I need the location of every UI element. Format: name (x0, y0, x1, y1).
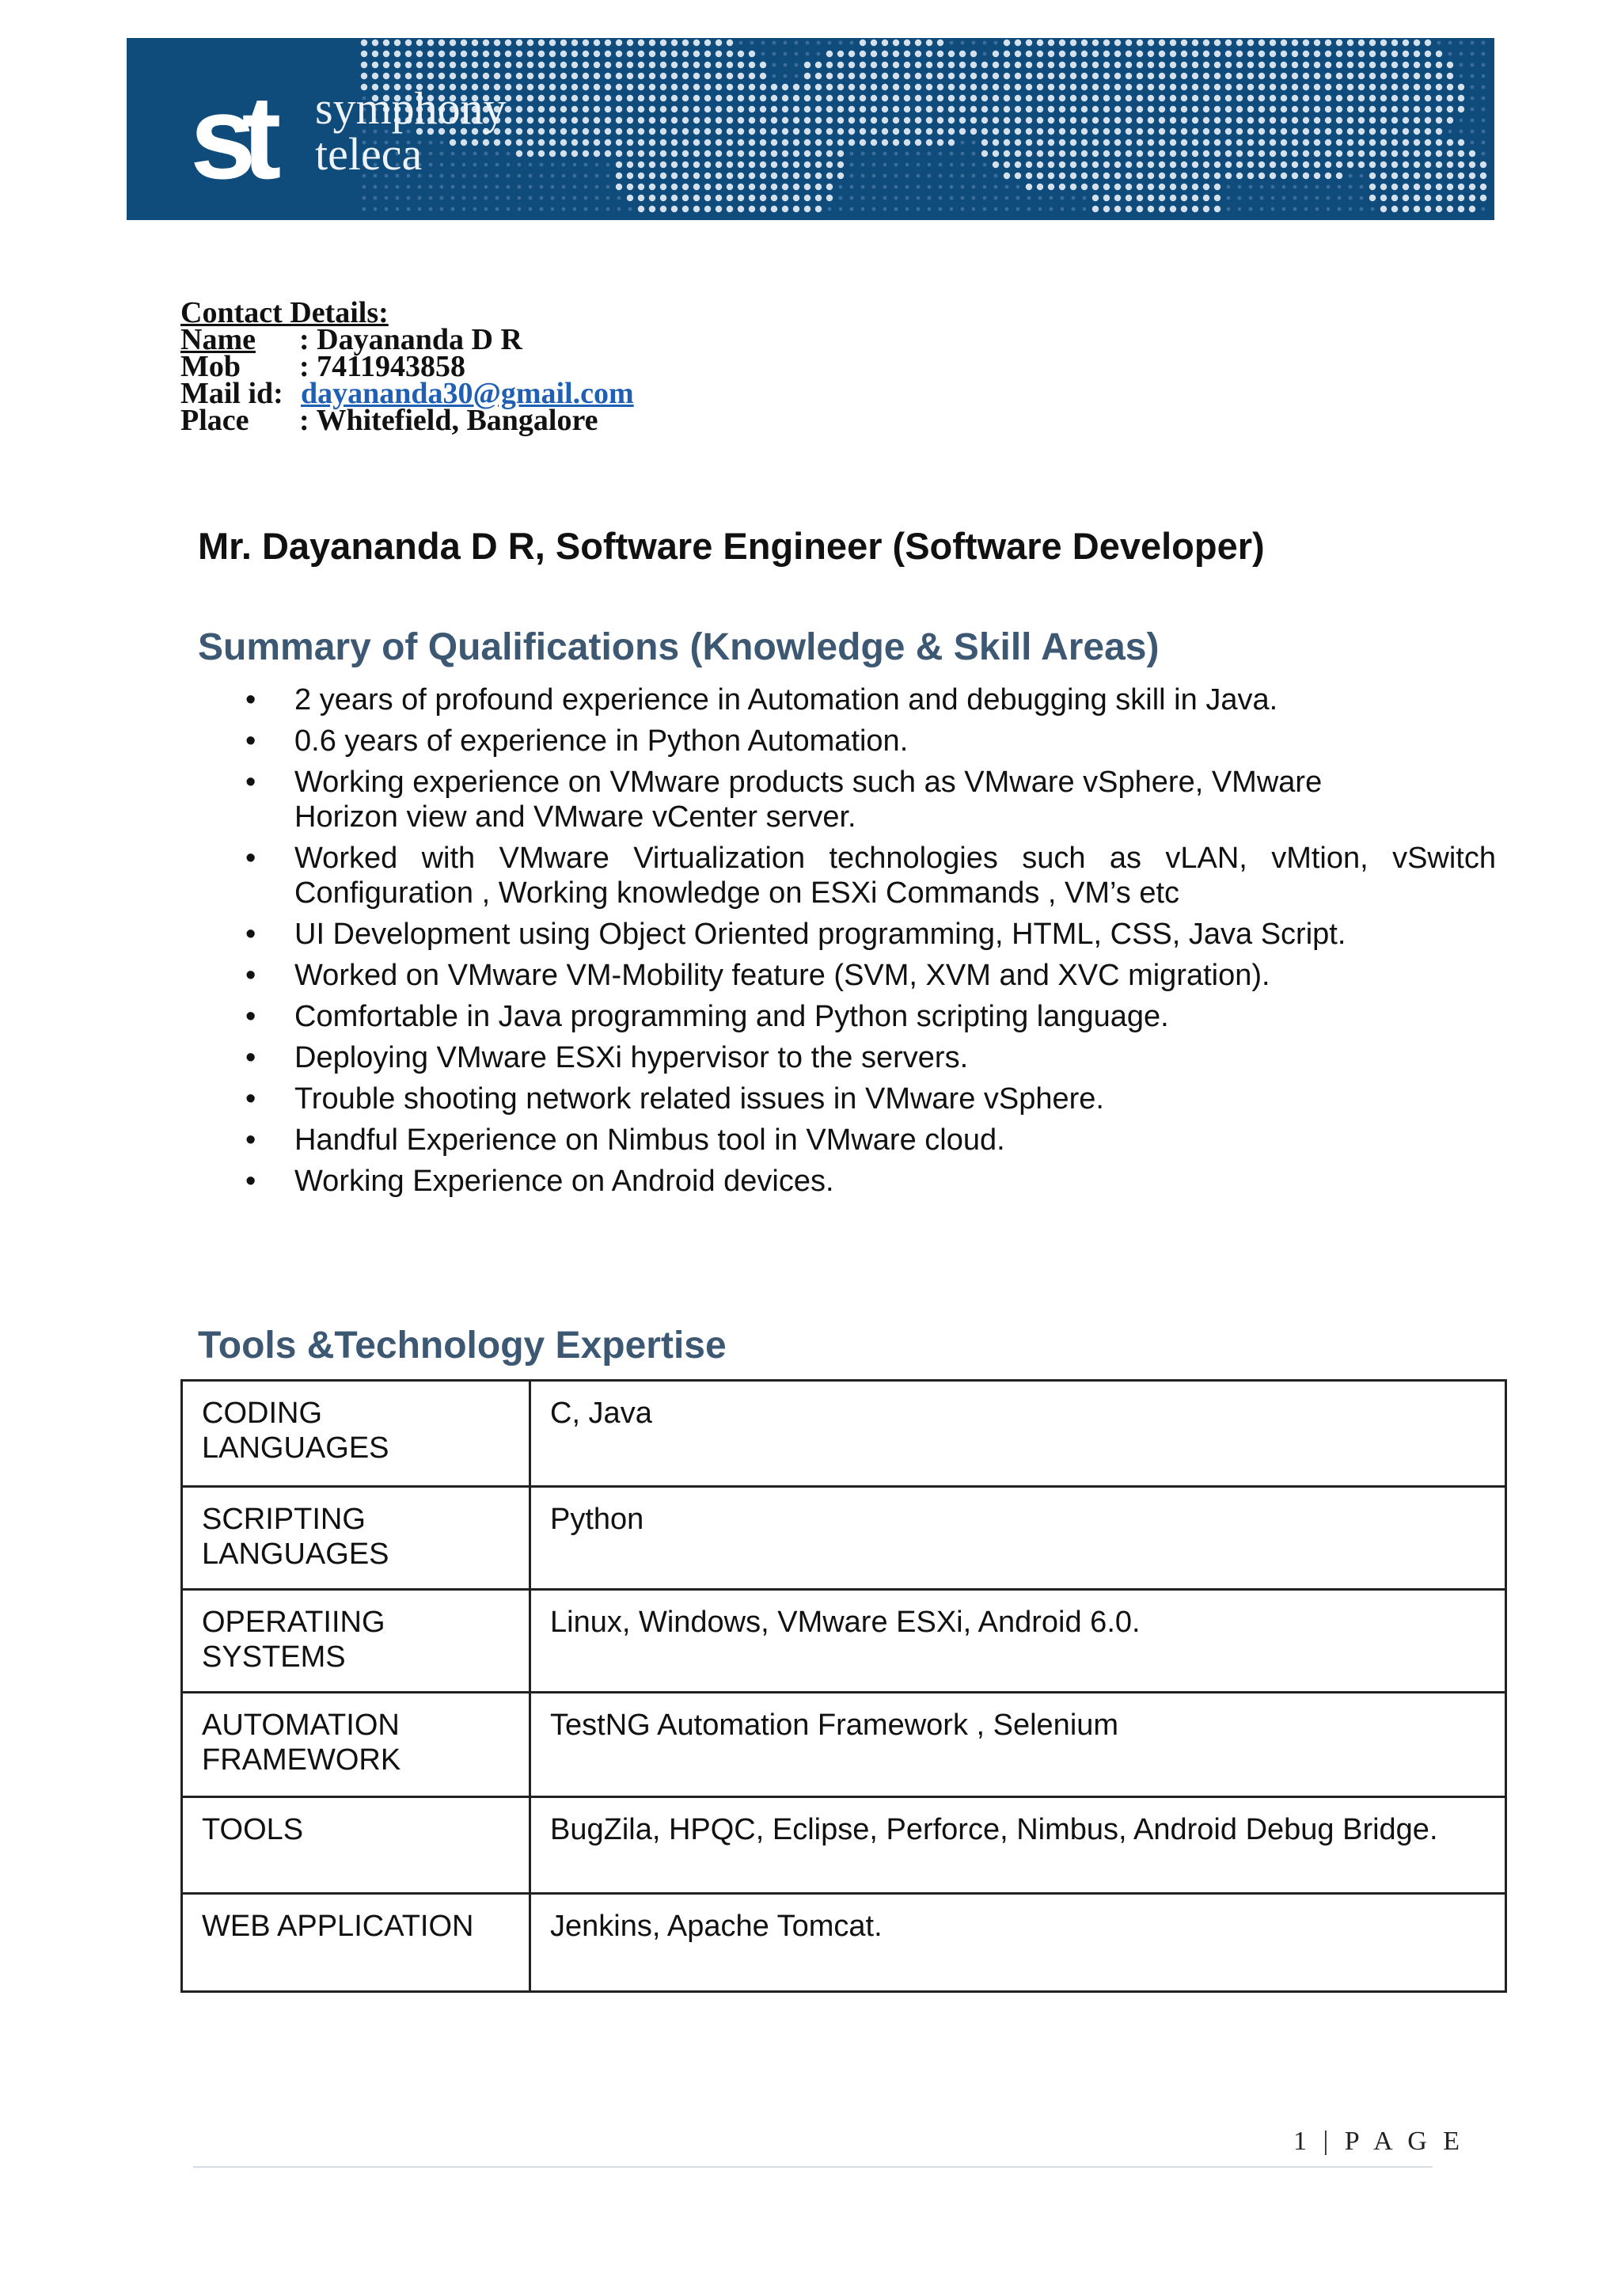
contact-row-mob (180, 350, 634, 383)
table-row (182, 1693, 1506, 1797)
bullet-icon: • (245, 842, 256, 875)
list-item: • Worked with VMware Virtualization technologies such as vLAN, vMtion, vSwitch Configuration , Working knowledge on ESXi Commands , VM’s etc (245, 842, 1496, 910)
bullet-icon: • (245, 1041, 256, 1074)
bullet-icon: • (245, 1082, 256, 1116)
table-row (182, 1894, 1506, 1992)
contact-row-place (180, 404, 634, 437)
table-row (182, 1487, 1506, 1590)
list-item: • Working Experience on Android devices. (245, 1165, 834, 1198)
list-item: • Comfortable in Java programming and Python scripting language. (245, 1000, 1169, 1033)
table-cell-value: BugZila, HPQC, Eclipse, Perforce, Nimbus, Android Debug Bridge. (530, 1797, 1506, 1894)
contact-label: Name (180, 323, 256, 356)
contact-value: : Whitefield, Bangalore (299, 404, 598, 437)
summary-list (237, 682, 1496, 1205)
bullet-icon: • (245, 959, 256, 992)
table-row (182, 1797, 1506, 1894)
table-cell-key: AUTOMATION FRAMEWORK (182, 1693, 530, 1797)
summary-heading: Summary of Qualifications (Knowledge & Skill Areas) (198, 626, 1160, 668)
logo-line-2: teleca (315, 128, 423, 180)
contact-value: : Dayananda D R (299, 323, 522, 356)
table-cell-key: SCRIPTING LANGUAGES (182, 1487, 530, 1590)
list-item: • 2 years of profound experience in Automation and debugging skill in Java. (245, 683, 1278, 717)
contact-heading: Contact Details: (180, 296, 389, 329)
table-cell-key: CODING LANGUAGES (182, 1381, 530, 1487)
bullet-icon: • (245, 683, 256, 717)
table-cell-key: OPERATIING SYSTEMS (182, 1590, 530, 1693)
bullet-icon: • (245, 766, 256, 799)
contact-label: Mail id: (180, 377, 283, 410)
footer-divider (193, 2166, 1433, 2168)
email-link[interactable]: dayananda30@gmail.com (301, 377, 634, 410)
list-item: • Working experience on VMware products such as VMware vSphere, VMware Horizon view and VMware vCenter server. (245, 766, 1323, 834)
table-cell-key: WEB APPLICATION (182, 1894, 530, 1992)
contact-label: Place (180, 404, 249, 437)
header-banner (127, 38, 1494, 220)
page-title: Mr. Dayananda D R, Software Engineer (Software Developer) (198, 525, 1265, 567)
table-cell-value: Linux, Windows, VMware ESXi, Android 6.0. (530, 1590, 1506, 1693)
table-cell-value: Jenkins, Apache Tomcat. (530, 1894, 1506, 1992)
list-item: • UI Development using Object Oriented programming, HTML, CSS, Java Script. (245, 918, 1346, 951)
tools-heading: Tools &Technology Expertise (198, 1325, 727, 1367)
table-row (182, 1590, 1506, 1693)
bullet-icon: • (245, 1000, 256, 1033)
company-logo-text (315, 82, 507, 180)
tools-table (180, 1379, 1507, 1993)
contact-label: Mob (180, 350, 241, 383)
contact-row-mail (180, 377, 634, 410)
contact-row-name (180, 323, 634, 356)
list-item: • Deploying VMware ESXi hypervisor to the servers. (245, 1041, 969, 1074)
list-item: • Handful Experience on Nimbus tool in VMware cloud. (245, 1123, 1005, 1157)
table-cell-value: TestNG Automation Framework , Selenium (530, 1693, 1506, 1797)
contact-value: : 7411943858 (299, 350, 466, 383)
table-cell-key: TOOLS (182, 1797, 530, 1894)
list-item: • 0.6 years of experience in Python Automation. (245, 724, 909, 758)
bullet-icon: • (245, 724, 256, 758)
list-item: • Trouble shooting network related issues in VMware vSphere. (245, 1082, 1104, 1116)
table-cell-value: C, Java (530, 1381, 1506, 1487)
logo-line-1: symphony (315, 82, 507, 134)
bullet-icon: • (245, 918, 256, 951)
table-row (182, 1381, 1506, 1487)
company-logo-mark: st (190, 70, 268, 203)
bullet-icon: • (245, 1165, 256, 1198)
table-cell-value: Python (530, 1487, 1506, 1590)
page-number: 1 | P A G E (1293, 2127, 1465, 2156)
contact-details (180, 296, 634, 437)
bullet-icon: • (245, 1123, 256, 1157)
list-item: • Worked on VMware VM-Mobility feature (SVM, XVM and XVC migration). (245, 959, 1270, 992)
